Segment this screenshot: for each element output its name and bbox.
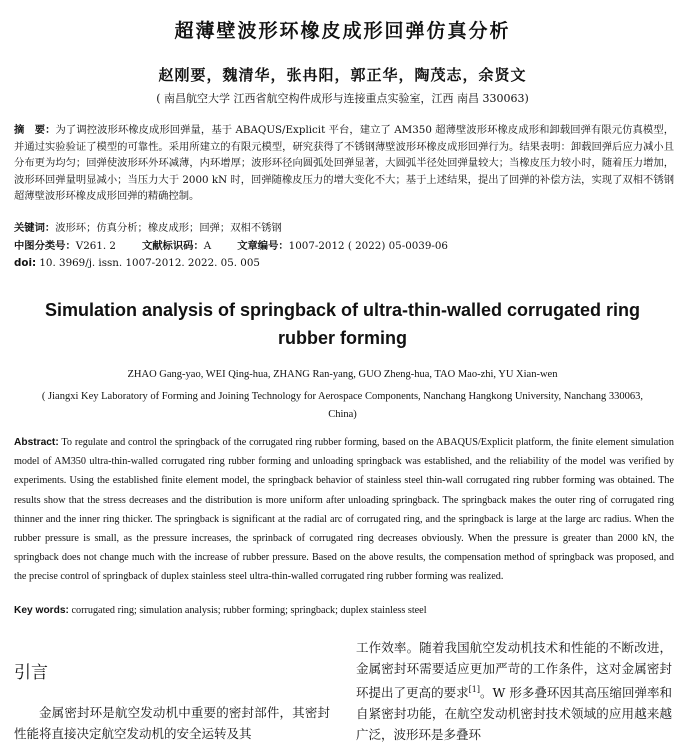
english-abstract-label: Abstract:: [14, 437, 59, 448]
article-no-value: 1007-2012 ( 2022) 05-0039-06: [288, 240, 448, 252]
clc-value: V261. 2: [75, 240, 116, 252]
doc-code-label: 文献标识码：: [141, 240, 204, 252]
clc-label: 中图分类号：: [14, 240, 76, 252]
english-abstract-text: To regulate and control the springback of the corrugated ring rubber forming, based on the ABAQUS/Explicit platform, the finite element simulation model of AM350 ultra-thin-walled corrugated ring rubber forming and unloading springback was established, and the reliability of the model was verified by experiments. Using the established finite element model, the springback behavior of stainless steel thin-wall corrugated ring rubber forming was obtained. The results show that the stress decreases and the distribution is more uniform after unloading springback. The springback makes the outer ring of corrugated ring thinner and the inner ring thicker. The springback is significant at the radial arc of corrugated ring, and the springback is large at the large arc radius. When the rubber pressure is small, as the pressure increases, the sprinback of corrugated ring decreases obviously. When the pressure is greater than 2000 kN, the springback does not change much with the increase of rubber pressure. Based on the above results, the compensation method of springback was proposed, and the precise control of springback of duplex stainless steel ultra-thin-walled corrugated ring rubber forming was realized.: [14, 437, 674, 583]
chinese-affiliation: ( 南昌航空大学 江西省航空构件成形与连接重点实验室，江西 南昌 330063): [156, 92, 529, 105]
doi-label: doi:: [14, 257, 37, 269]
doi-value: 10. 3969/j. issn. 1007-2012. 2022. 05. 005: [39, 257, 260, 269]
doc-code-value: A: [203, 240, 212, 252]
doi-line: [14, 257, 260, 269]
english-keywords-text: corrugated ring; simulation analysis; rubber forming; springback; duplex stainless steel: [71, 605, 427, 616]
english-keywords: [14, 605, 674, 616]
english-keywords-label: Key words:: [14, 605, 69, 616]
right-text-part-2: 。W 形多叠环因其高压缩回弹率和自紧密封功能，在航空发动机密封技术领域的应用越来越广泛，波形环是多叠环: [356, 685, 672, 743]
chinese-abstract-text: 为了调控波形环橡皮成形回弹量，基于 ABAQUS/Explicit 平台，建立了 AM350 超薄壁波形环橡皮成形和卸载回弹有限元仿真模型，并通过实验验证了模型的可靠性。采用所建立的有限元模型，研究获得了不锈钢薄壁波形环橡皮成形回弹行为。结果表明：卸载回弹后应力减小且分布更为均匀；回弹使波形环外环减薄，内环增厚；波形环径向圆弧处回弹显著，大圆弧半径处回弹量较大；当橡皮压力较小时，随着压力增加，波形环回弹量明显减小；当压力大于 2000 kN 时，回弹随橡皮压力的增大变化不大；基于上述结果，提出了回弹的补偿方法，实现了双相不锈钢超薄壁波形环橡皮成形回弹的精确控制。: [14, 124, 674, 203]
chinese-title: 超薄壁波形环橡皮成形回弹仿真分析: [174, 20, 511, 42]
chinese-keywords-label: 关键词：: [14, 222, 56, 234]
reference-marker[interactable]: [1]: [468, 685, 480, 694]
classification-line: [14, 237, 448, 252]
right-text-part-1: 工作效率。随着我国航空发动机技术和性能的不断改进，金属密封环需要适应更加严苛的工作条件，这对金属密封环提出了更高的要求: [356, 640, 672, 701]
article-no-label: 文章编号：: [237, 240, 289, 252]
section-title-introduction: 引言: [14, 663, 48, 683]
body-text-right-column: [356, 637, 672, 745]
chinese-abstract: [14, 122, 674, 205]
english-affiliation: ( Jiangxi Key Laboratory of Forming and Joining Technology for Aerospace Components, Nanchang Hangkong University, Nanchang 330063, China): [41, 391, 644, 420]
english-authors: ZHAO Gang-yao, WEI Qing-hua, ZHANG Ran-yang, GUO Zheng-hua, TAO Mao-zhi, YU Xian-wen: [127, 369, 558, 380]
body-text-left-column: 金属密封环是航空发动机中重要的密封部件，其密封性能将直接决定航空发动机的安全运转及其: [14, 705, 330, 741]
english-abstract: [14, 433, 674, 587]
chinese-abstract-label: 摘 要：: [14, 124, 56, 136]
english-title: Simulation analysis of springback of ultra-thin-walled corrugated ring rubber forming: [44, 300, 641, 348]
chinese-keywords-text: 波形环；仿真分析；橡皮成形；回弹；双相不锈钢: [55, 222, 282, 234]
chinese-authors: 赵刚要，魏清华，张冉阳，郭正华，陶茂志，余贤文: [158, 66, 527, 84]
chinese-keywords: [14, 219, 282, 234]
